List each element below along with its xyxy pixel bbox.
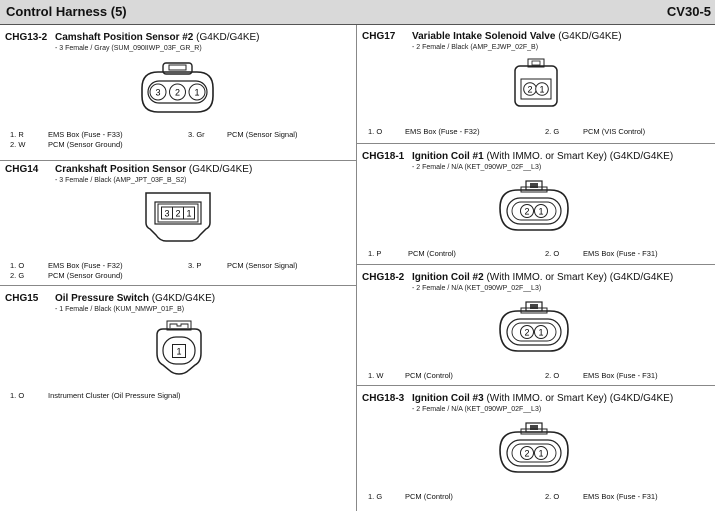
pin-description: EMS Box (Fuse - F32) — [405, 127, 480, 136]
pin-label: 1 — [538, 206, 544, 217]
pin-description: PCM (VIS Control) — [583, 127, 646, 136]
pin-description: EMS Box (Fuse - F33) — [48, 130, 123, 139]
pin-label: 2 — [174, 87, 181, 98]
connector-diagram — [143, 191, 213, 246]
pin-description: Instrument Cluster (Oil Pressure Signal) — [48, 391, 181, 400]
section-divider — [357, 385, 715, 386]
connector-code: CHG14 — [5, 164, 39, 175]
pin-label: 1 — [539, 84, 545, 95]
pin-number: 2. O — [545, 249, 560, 258]
pin-label: 2 — [524, 206, 530, 217]
connector-spec: - 3 Female / Gray (SUM_090IIWP_03F_GR_R) — [55, 45, 202, 52]
pin-number: 1. P — [368, 249, 382, 258]
connector-title: Ignition Coil #2 (With IMMO. or Smart Key) (G4KD/G4KE) — [412, 272, 674, 283]
pin-number: 2. G — [10, 271, 25, 280]
connector-title: Oil Pressure Switch (G4KD/G4KE) — [55, 293, 216, 304]
pin-number: 3. P — [188, 261, 202, 270]
connector-diagram — [498, 180, 570, 232]
pin-label: 2 — [524, 448, 530, 459]
connector-code: CHG18-3 — [362, 393, 405, 404]
pin-description: PCM (Control) — [405, 492, 453, 501]
pin-description: PCM (Sensor Signal) — [227, 130, 298, 139]
connector-code: CHG13-2 — [5, 32, 48, 43]
connector-title: Ignition Coil #3 (With IMMO. or Smart Key) (G4KD/G4KE) — [412, 393, 674, 404]
pin-label: 1 — [194, 87, 200, 98]
connector-spec: - 1 Female / Black (KUM_NMWP_01F_B) — [55, 306, 185, 313]
section-divider — [357, 264, 715, 265]
pin-number: 1. O — [368, 127, 383, 136]
pin-number: 3. Gr — [188, 130, 205, 139]
pin-label: 2 — [524, 327, 530, 338]
pin-label: 3 — [155, 87, 161, 98]
connector-spec: - 2 Female / Black (AMP_EJWP_02F_B) — [412, 44, 539, 51]
pin-label: 2 — [175, 208, 181, 219]
connector-spec: - 3 Female / Black (AMP_JPT_03F_B_S2) — [55, 177, 187, 184]
pin-description: PCM (Control) — [405, 371, 453, 380]
page-title: Control Harness (5) — [6, 4, 127, 19]
pin-number: 2. W — [10, 140, 26, 149]
connector-spec: - 2 Female / N/A (KET_090WP_02F__L3) — [412, 285, 542, 292]
pin-label: 2 — [527, 84, 533, 95]
pin-description: PCM (Sensor Ground) — [48, 140, 123, 149]
connector-diagram — [513, 58, 559, 108]
connector-spec: - 2 Female / N/A (KET_090WP_02F__L3) — [412, 406, 542, 413]
section-divider — [357, 143, 715, 144]
section-divider — [0, 285, 356, 286]
connector-title: Camshaft Position Sensor #2 (G4KD/G4KE) — [55, 32, 260, 43]
pin-description: PCM (Sensor Signal) — [227, 261, 298, 270]
pin-label: 1 — [176, 346, 182, 357]
pin-description: EMS Box (Fuse - F31) — [583, 249, 658, 258]
pin-label: 1 — [538, 327, 544, 338]
page-code: CV30-5 — [666, 4, 711, 19]
section-divider — [0, 160, 356, 161]
pin-number: 1. W — [368, 371, 384, 380]
pin-number: 1. G — [368, 492, 383, 501]
pin-number: 2. O — [545, 492, 560, 501]
pin-description: EMS Box (Fuse - F32) — [48, 261, 123, 270]
connector-code: CHG15 — [5, 293, 39, 304]
connector-title: Ignition Coil #1 (With IMMO. or Smart Key) (G4KD/G4KE) — [412, 151, 674, 162]
pin-description: PCM (Sensor Ground) — [48, 271, 123, 280]
connector-spec: - 2 Female / N/A (KET_090WP_02F__L3) — [412, 164, 542, 171]
pin-description: PCM (Control) — [408, 249, 456, 258]
connector-diagram — [155, 320, 203, 376]
connector-diagram — [140, 62, 215, 114]
connector-code: CHG17 — [362, 31, 396, 42]
connector-title: Variable Intake Solenoid Valve (G4KD/G4KE) — [412, 31, 622, 42]
connector-diagram — [498, 422, 570, 474]
connector-code: CHG18-2 — [362, 272, 405, 283]
connector-code: CHG18-1 — [362, 151, 405, 162]
connector-title: Crankshaft Position Sensor (G4KD/G4KE) — [55, 164, 253, 175]
pin-label: 1 — [186, 208, 192, 219]
pin-label: 3 — [164, 208, 170, 219]
pin-description: EMS Box (Fuse - F31) — [583, 492, 658, 501]
pin-number: 1. O — [10, 261, 25, 270]
pin-number: 1. O — [10, 391, 25, 400]
pin-number: 2. O — [545, 371, 560, 380]
pin-number: 2. G — [545, 127, 560, 136]
pin-label: 1 — [538, 448, 544, 459]
pin-description: EMS Box (Fuse - F31) — [583, 371, 658, 380]
connector-diagram — [498, 301, 570, 353]
column-divider — [356, 25, 357, 511]
pin-number: 1. R — [10, 130, 24, 139]
